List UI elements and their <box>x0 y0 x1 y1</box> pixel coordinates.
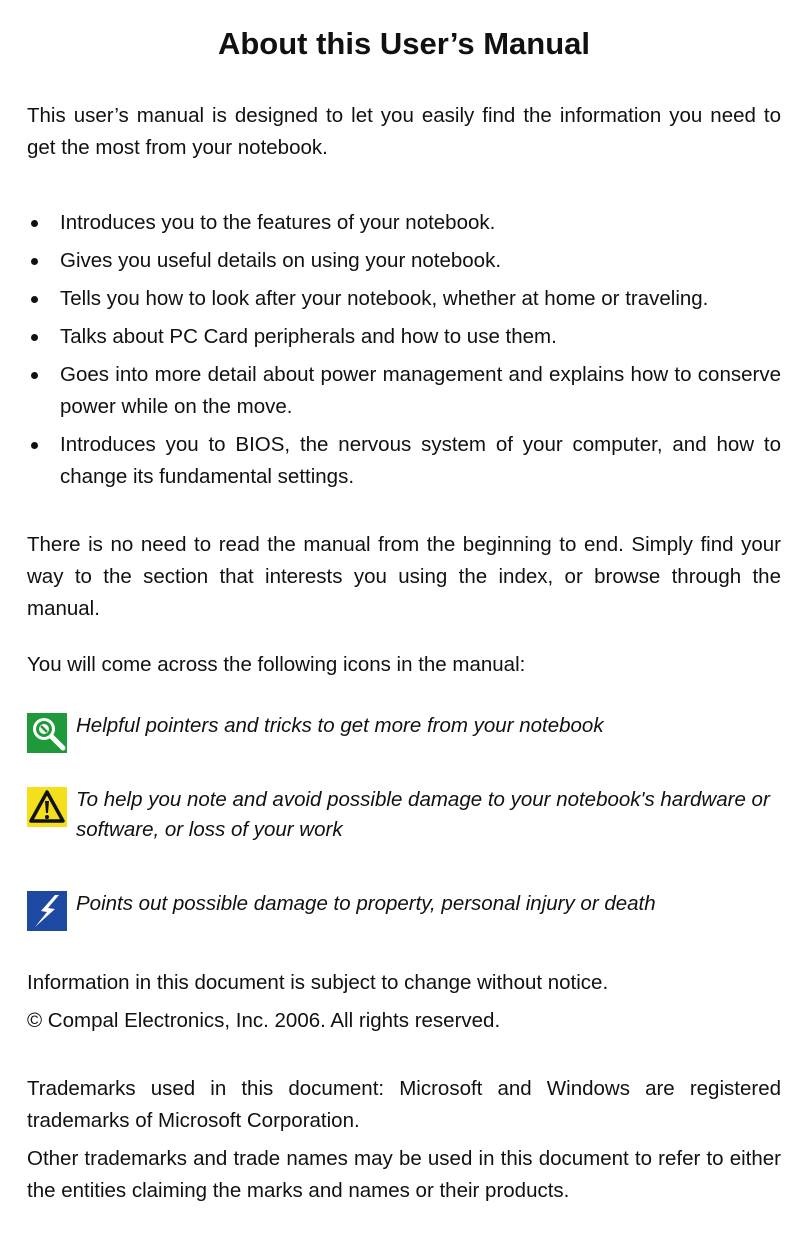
reading-guidance-paragraph: There is no need to read the manual from the beginning to end. Simply find your way to the section that interests you using the index, or browse through the manual. <box>27 533 781 620</box>
list-item-text: Introduces you to BIOS, the nervous system of your computer, and how to change its fundamental settings. <box>60 433 781 488</box>
magnifier-tip-icon <box>27 713 67 753</box>
bullet-icon <box>31 442 38 449</box>
warning-icon-text: Points out possible damage to property, personal injury or death <box>76 892 656 915</box>
trademarks-paragraph: Trademarks used in this document: Microsoft and Windows are registered trademarks of Microsoft Corporation. <box>27 1077 781 1132</box>
list-item-text: Goes into more detail about power management and explains how to conserve power while on the move. <box>60 363 781 418</box>
bullet-icon <box>31 334 38 341</box>
intro-paragraph: This user’s manual is designed to let you easily find the information you need to get the most from your notebook. <box>27 104 781 159</box>
list-item-text: Talks about PC Card peripherals and how to use them. <box>60 325 557 348</box>
lightning-warning-icon <box>27 891 67 931</box>
tip-icon-text: Helpful pointers and tricks to get more from your notebook <box>76 714 604 737</box>
feature-list <box>27 207 781 493</box>
page-title: About this User’s Manual <box>217 26 591 61</box>
caution-icon-text: To help you note and avoid possible damage to your notebook's hardware or software, or loss of your work <box>76 788 770 841</box>
caution-triangle-icon <box>27 787 67 827</box>
list-item-text: Gives you useful details on using your notebook. <box>60 249 502 272</box>
list-item <box>27 321 781 353</box>
copyright-notice: © Compal Electronics, Inc. 2006. All rights reserved. <box>27 1009 501 1032</box>
tip-icon-row <box>27 711 781 741</box>
list-item <box>27 283 781 315</box>
list-item <box>27 429 781 493</box>
other-trademarks-paragraph: Other trademarks and trade names may be used in this document to refer to either the entities claiming the marks and names or their products. <box>27 1147 781 1202</box>
list-item <box>27 245 781 277</box>
bullet-icon <box>31 296 38 303</box>
icons-intro-paragraph: You will come across the following icons in the manual: <box>27 653 526 676</box>
change-notice: Information in this document is subject to change without notice. <box>27 971 609 994</box>
bullet-icon <box>31 258 38 265</box>
warning-icon-row <box>27 889 781 919</box>
list-item <box>27 207 781 239</box>
bullet-icon <box>31 220 38 227</box>
bullet-icon <box>31 372 38 379</box>
list-item-text: Introduces you to the features of your notebook. <box>60 211 496 234</box>
list-item <box>27 359 781 423</box>
caution-icon-row <box>27 785 781 845</box>
list-item-text: Tells you how to look after your notebook, whether at home or traveling. <box>60 287 709 310</box>
